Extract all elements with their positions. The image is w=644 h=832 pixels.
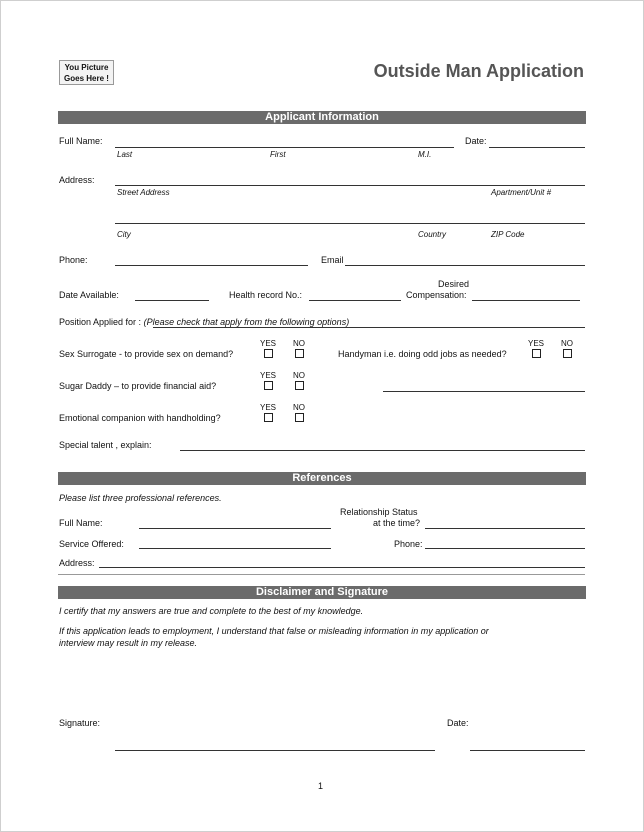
reference-phone-field[interactable] [425,548,585,549]
sugar-daddy-yes-checkbox[interactable] [264,381,273,390]
mi-caption: M.I. [418,150,432,159]
email-label: Email [321,255,344,265]
city-field[interactable] [115,223,585,224]
service-offered-field[interactable] [139,548,331,549]
option-sugar-daddy-label: Sugar Daddy – to provide financial aid? [59,381,217,391]
emotional-yes-checkbox[interactable] [264,413,273,422]
address-label: Address: [59,175,95,185]
date-available-label: Date Available: [59,290,119,300]
compensation-label: Compensation: [406,290,467,300]
reference-full-name-field[interactable] [139,528,331,529]
no-header-2: NO [561,339,573,348]
health-record-label: Health record No.: [229,290,303,300]
relationship-label-line1: Relationship Status [340,507,418,517]
picture-placeholder [59,60,114,85]
special-talent-label: Special talent , explain: [59,440,152,450]
option-handyman-label: Handyman i.e. doing odd jobs as needed? [338,349,507,359]
yes-header-1: YES [260,339,277,348]
last-caption: Last [117,150,133,159]
zip-caption: ZIP Code [491,230,525,239]
references-note: Please list three professional references. [59,493,222,503]
applicant-section-header: Applicant Information [58,111,586,124]
handyman-no-checkbox[interactable] [563,349,572,358]
disclaimer-text-line1: If this application leads to employment, I understand that false or misleading information in my application or [59,626,489,636]
reference-address-second-line [58,574,585,575]
no-header-3: NO [293,371,305,380]
no-header-4: NO [293,403,305,412]
compensation-field[interactable] [472,300,580,301]
page-number: 1 [318,781,324,791]
reference-full-name-label: Full Name: [59,518,103,528]
sex-surrogate-yes-checkbox[interactable] [264,349,273,358]
yes-header-3: YES [260,371,277,380]
position-label-text: Position Applied for : [59,317,142,327]
phone-label: Phone: [59,255,88,265]
street-caption: Street Address [117,188,170,197]
signature-label: Signature: [59,718,101,728]
relationship-field[interactable] [425,528,585,529]
yes-header-4: YES [260,403,277,412]
position-applied-line [153,327,585,328]
phone-field[interactable] [115,265,308,266]
desired-label: Desired [438,279,470,289]
apartment-caption: Apartment/Unit # [491,188,552,197]
emotional-no-checkbox[interactable] [295,413,304,422]
reference-phone-label: Phone: [394,539,423,549]
signature-date-label: Date: [447,718,469,728]
signature-date-field[interactable] [470,750,585,751]
full-name-label: Full Name: [59,136,103,146]
country-caption: Country [418,230,447,239]
certification-text: I certify that my answers are true and complete to the best of my knowledge. [59,606,364,616]
option-sex-surrogate-label: Sex Surrogate - to provide sex on demand? [59,349,234,359]
full-name-field[interactable] [115,147,454,148]
first-caption: First [270,150,286,159]
email-field[interactable] [345,265,585,266]
disclaimer-text-line2: interview may result in my release. [59,638,198,648]
position-hint-text: (Please check that apply from the following options) [143,317,350,327]
logo-line-2: Goes Here ! [64,74,109,83]
date-field[interactable] [489,147,585,148]
date-available-field[interactable] [135,300,209,301]
city-caption: City [117,230,131,239]
relationship-label-line2: at the time? [373,518,421,528]
sugar-daddy-no-checkbox[interactable] [295,381,304,390]
other-option-field[interactable] [383,391,585,392]
option-emotional-label: Emotional companion with handholding? [59,413,221,423]
handyman-yes-checkbox[interactable] [532,349,541,358]
special-talent-field[interactable] [180,450,585,451]
service-offered-label: Service Offered: [59,539,124,549]
signature-field[interactable] [115,750,435,751]
reference-address-field[interactable] [99,567,585,568]
street-address-field[interactable] [115,185,585,186]
logo-line-1: You Picture [64,63,109,72]
date-label: Date: [465,136,487,146]
page-title: Outside Man Application [373,61,584,81]
no-header-1: NO [293,339,305,348]
reference-address-label: Address: [59,558,95,568]
sex-surrogate-no-checkbox[interactable] [295,349,304,358]
yes-header-2: YES [528,339,545,348]
health-record-field[interactable] [309,300,401,301]
references-section-header: References [58,472,586,485]
position-applied-label [59,317,349,327]
disclaimer-section-header: Disclaimer and Signature [58,586,586,599]
